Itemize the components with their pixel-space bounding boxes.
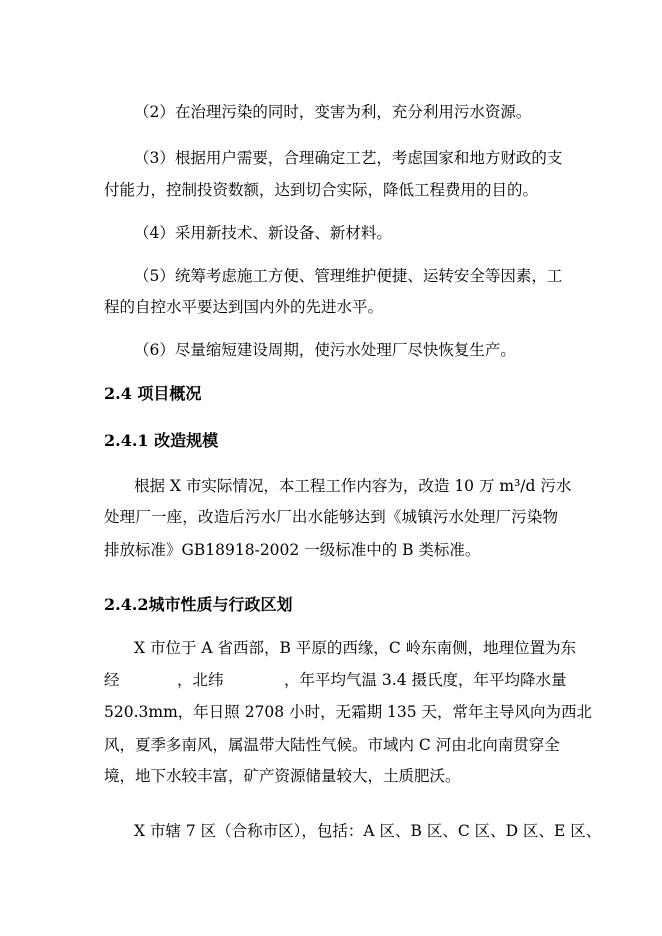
scale-para-line-1: 根据 X 市实际情况，本工程工作内容为，改造 10 万 m³/d 污水 (134, 477, 572, 495)
city-para-line-2-part-2: ，北纬 (177, 671, 224, 689)
city-para-line-2-part-1: 经 (104, 671, 120, 689)
principle-item-6: （6）尽量缩短建设周期，使污水处理厂尽快恢复生产。 (134, 341, 516, 359)
section-heading-2-4-2: 2.4.2城市性质与行政区划 (104, 595, 293, 614)
section-heading-2-4-1: 2.4.1 改造规模 (104, 431, 219, 450)
scale-para-line-2: 处理厂一座，改造后污水厂出水能够达到《城镇污水处理厂污染物 (104, 508, 558, 526)
city-para-line-1: X 市位于 A 省西部，B 平原的西缘，C 岭东南侧，地理位置为东 (134, 639, 577, 657)
principle-item-3-line-2: 付能力，控制投资数额，达到切合实际，降低工程费用的目的。 (104, 181, 539, 199)
section-heading-2-4: 2.4 项目概况 (104, 384, 202, 403)
principle-item-5-line-2: 程的自控水平要达到国内外的先进水平。 (104, 298, 384, 316)
principle-item-4: （4）采用新技术、新设备、新材料。 (134, 224, 392, 242)
scale-para-line-3: 排放标准》GB18918-2002 一级标准中的 B 类标准。 (104, 541, 481, 559)
principle-item-5-line-1: （5）统筹考虑施工方便、管理维护便捷、运转安全等因素，工 (134, 267, 563, 285)
principle-item-3-line-1: （3）根据用户需要，合理确定工艺，考虑国家和地方财政的支 (134, 149, 563, 167)
city-para-line-4: 风，夏季多南风，属温带大陆性气候。市域内 C 河由北向南贯穿全 (104, 736, 560, 754)
city-para-line-5: 境，地下水较丰富，矿产资源储量较大，土质肥沃。 (104, 767, 461, 785)
city-para-line-3: 520.3mm，年日照 2708 小时，无霜期 135 天，常年主导风向为西北 (104, 703, 593, 721)
principle-item-2: （2）在治理污染的同时，变害为利，充分利用污水资源。 (134, 103, 532, 121)
city-para-line-2-part-3: ，年平均气温 3.4 摄氏度，年平均降水量 (284, 671, 567, 689)
district-para-line-1: X 市辖 7 区（合称市区），包括：A 区、B 区、C 区、D 区、E 区、 (134, 822, 602, 840)
